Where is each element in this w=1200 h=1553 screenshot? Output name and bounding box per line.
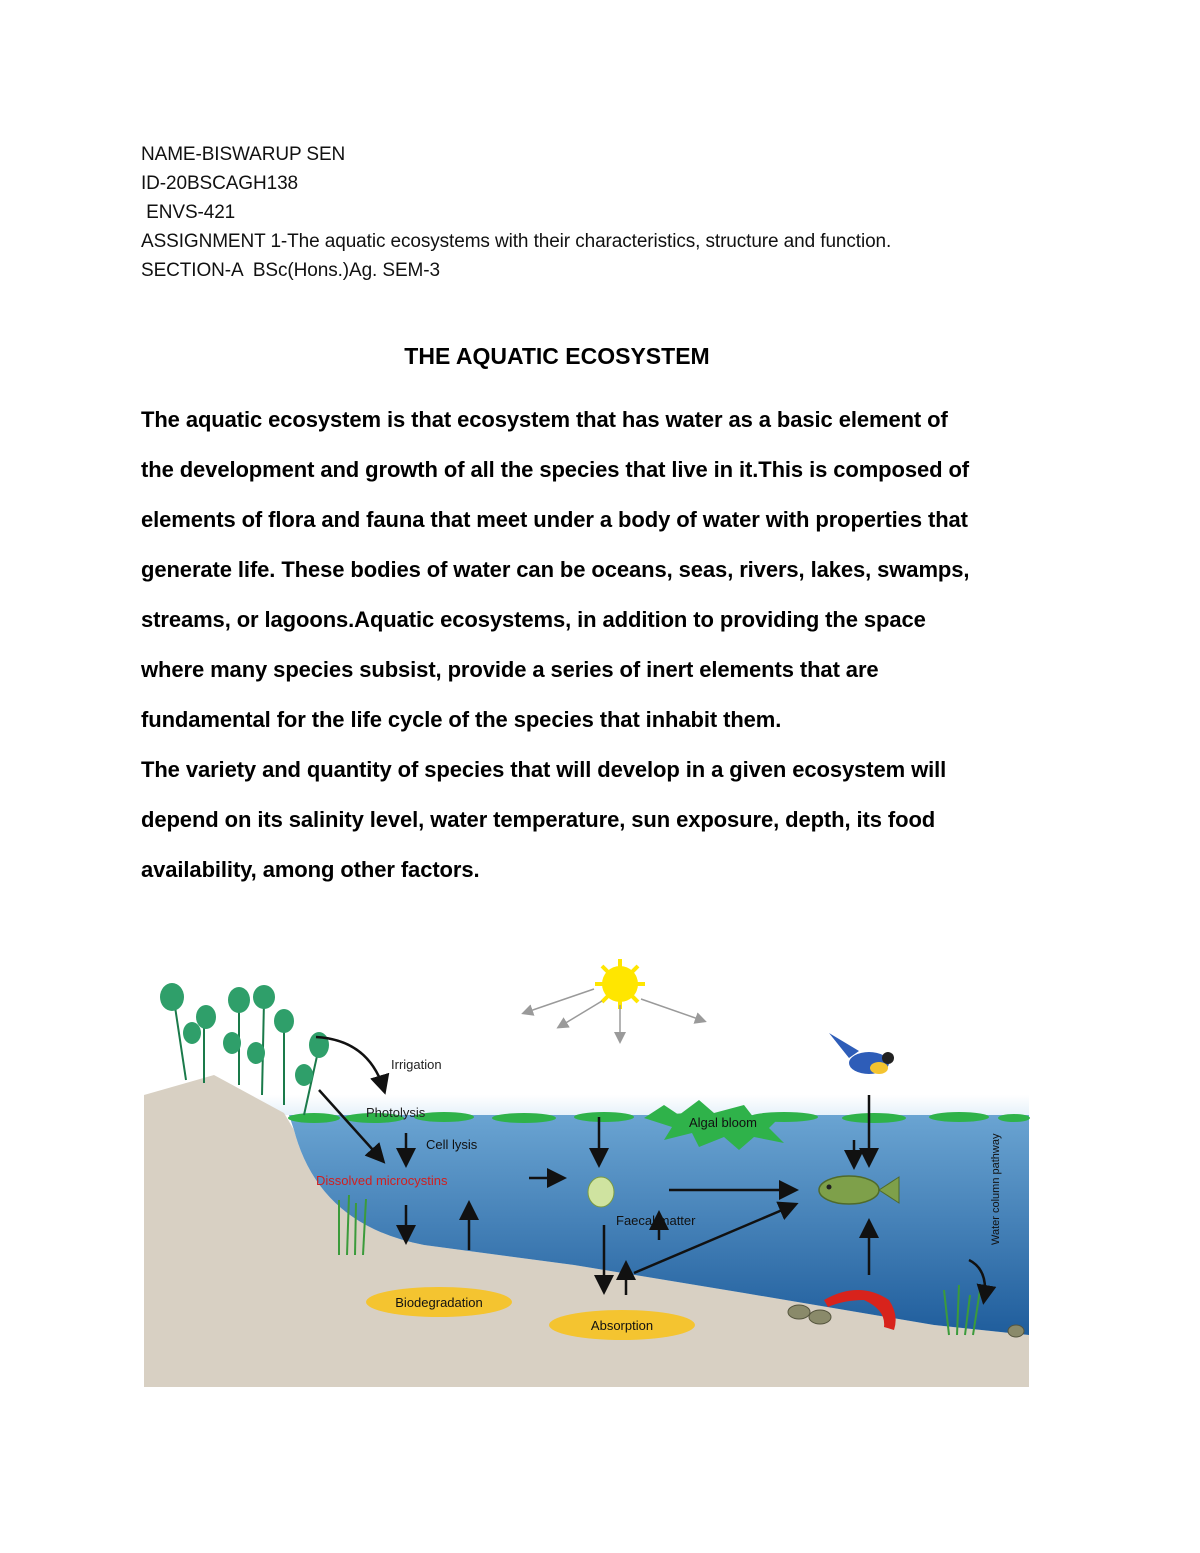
irrigation-label: Irrigation — [391, 1057, 442, 1072]
algal-bloom-label: Algal bloom — [689, 1115, 757, 1130]
zooplankton-icon — [588, 1177, 614, 1207]
section-line: SECTION-A BSc(Hons.)Ag. SEM-3 — [141, 260, 440, 281]
body-line: streams, or lagoons.Aquatic ecosystems, in addition to providing the space — [141, 607, 926, 632]
biodegradation-label: Biodegradation — [395, 1295, 483, 1310]
course-code: ENVS-421 — [141, 202, 236, 223]
sun-icon — [524, 959, 704, 1041]
dissolved-label: Dissolved microcystins — [316, 1173, 448, 1188]
student-name: NAME-BISWARUP SEN — [141, 144, 346, 165]
body-line: fundamental for the life cycle of the species that inhabit them. — [141, 707, 782, 732]
assignment-line: ASSIGNMENT 1-The aquatic ecosystems with their characteristics, structure and function. — [141, 231, 892, 252]
body-line: the development and growth of all the species that live in it.This is composed of — [141, 457, 970, 482]
cell-lysis-label: Cell lysis — [426, 1137, 478, 1152]
faecal-label: Faecal matter — [616, 1213, 696, 1228]
body-line: where many species subsist, provide a series of inert elements that are — [141, 657, 879, 682]
body-line: elements of flora and fauna that meet under a body of water with properties that — [141, 507, 968, 532]
student-id: ID-20BSCAGH138 — [141, 173, 299, 194]
aquatic-ecosystem-diagram — [144, 955, 1044, 1387]
body-line: depend on its salinity level, water temperature, sun exposure, depth, its food — [141, 807, 936, 832]
body-line: The aquatic ecosystem is that ecosystem that has water as a basic element of — [141, 407, 948, 432]
body-line: generate life. These bodies of water can be oceans, seas, rivers, lakes, swamps, — [141, 557, 970, 582]
bird-icon — [829, 1033, 894, 1074]
water-column-label: Water column pathway — [990, 1133, 1002, 1245]
page-title: THE AQUATIC ECOSYSTEM — [404, 343, 710, 369]
body-line: availability, among other factors. — [141, 857, 480, 882]
photolysis-label: Photolysis — [366, 1105, 426, 1120]
body-line: The variety and quantity of species that will develop in a given ecosystem will — [141, 757, 947, 782]
absorption-label: Absorption — [590, 1318, 654, 1333]
